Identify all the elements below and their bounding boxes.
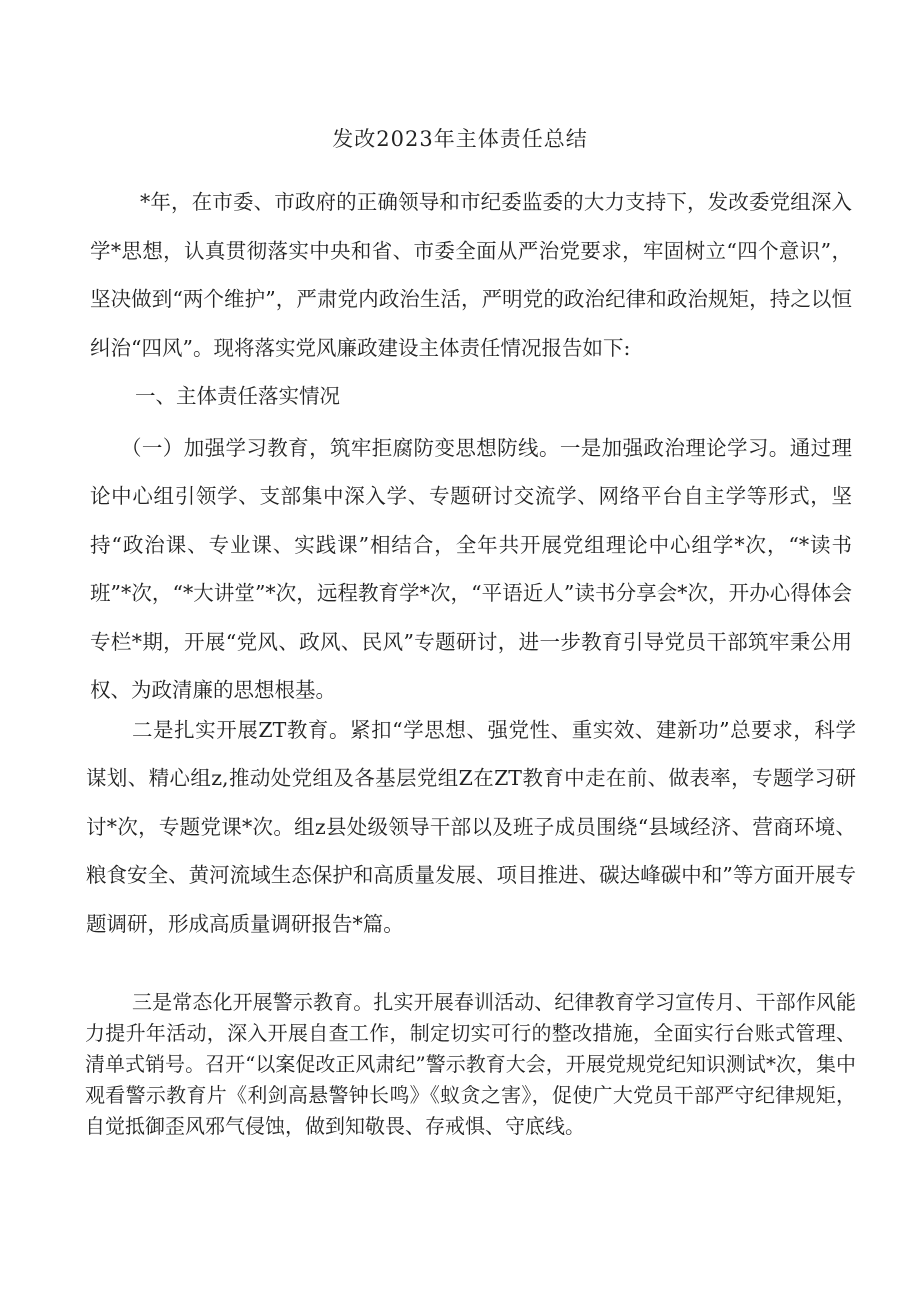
zt-education-paragraph: 二是扎实开展ZT教育。紧扣“学思想、强党性、重实效、建新功”总要求，科学谋划、精心组z,推动处党组及各基层党组Z在ZT教育中走在前、做表率，专题学习研讨*次，专题党课*次。组z县处级领导干部以及班子成员围绕“县域经济、营商环境、粮食安全、黄河流域生态保护和高质量发展、项目推进、碳达峰碳中和”等方面开展专题调研，形成高质量调研报告*篇。 xyxy=(86,718,856,936)
section-heading: 一、主体责任落实情况 xyxy=(135,384,340,408)
study-education-paragraph: （一）加强学习教育，筑牢拒腐防变思想防线。一是加强政治理论学习。通过理论中心组引领学、支部集中深入学、专题研讨交流学、网络平台自主学等形式，坚持“政治课、专业课、实践课”相结合，全年共开展党组理论中心组学*次，“*读书班”*次，“*大讲堂”*次，远程教育学*次，“平语近人”读书分享会*次，开办心得体会专栏*期，开展“党风、政风、民风”专题研讨，进一步教育引导党员干部筑牢秉公用权、为政清廉的思想根基。 xyxy=(90,436,852,703)
intro-paragraph: *年，在市委、市政府的正确领导和市纪委监委的大力支持下，发改委党组深入学*思想，认真贯彻落实中央和省、市委全面从严治党要求，牢固树立“四个意识”，坚决做到“两个维护”，严肃党内政治生活，严明党的政治纪律和政治规矩，持之以恒纠治“四风”。现将落实党风廉政建设主体责任情况报告如下: xyxy=(90,190,852,360)
document-title: 发改2023年主体责任总结 xyxy=(332,127,588,151)
warning-education-paragraph: 三是常态化开展警示教育。扎实开展春训活动、纪律教育学习宣传月、干部作风能力提升年活动，深入开展自查工作，制定切实可行的整改措施，全面实行台账式管理、清单式销号。召开“以案促改正风肃纪”警示教育大会，开展党规党纪知识测试*次，集中观看警示教育片《利剑高悬警钟长鸣》《蚁贪之害》，促使广大党员干部严守纪律规矩，自觉抵御歪风邪气侵蚀，做到知敬畏、存戒惧、守底线。 xyxy=(85,990,856,1138)
